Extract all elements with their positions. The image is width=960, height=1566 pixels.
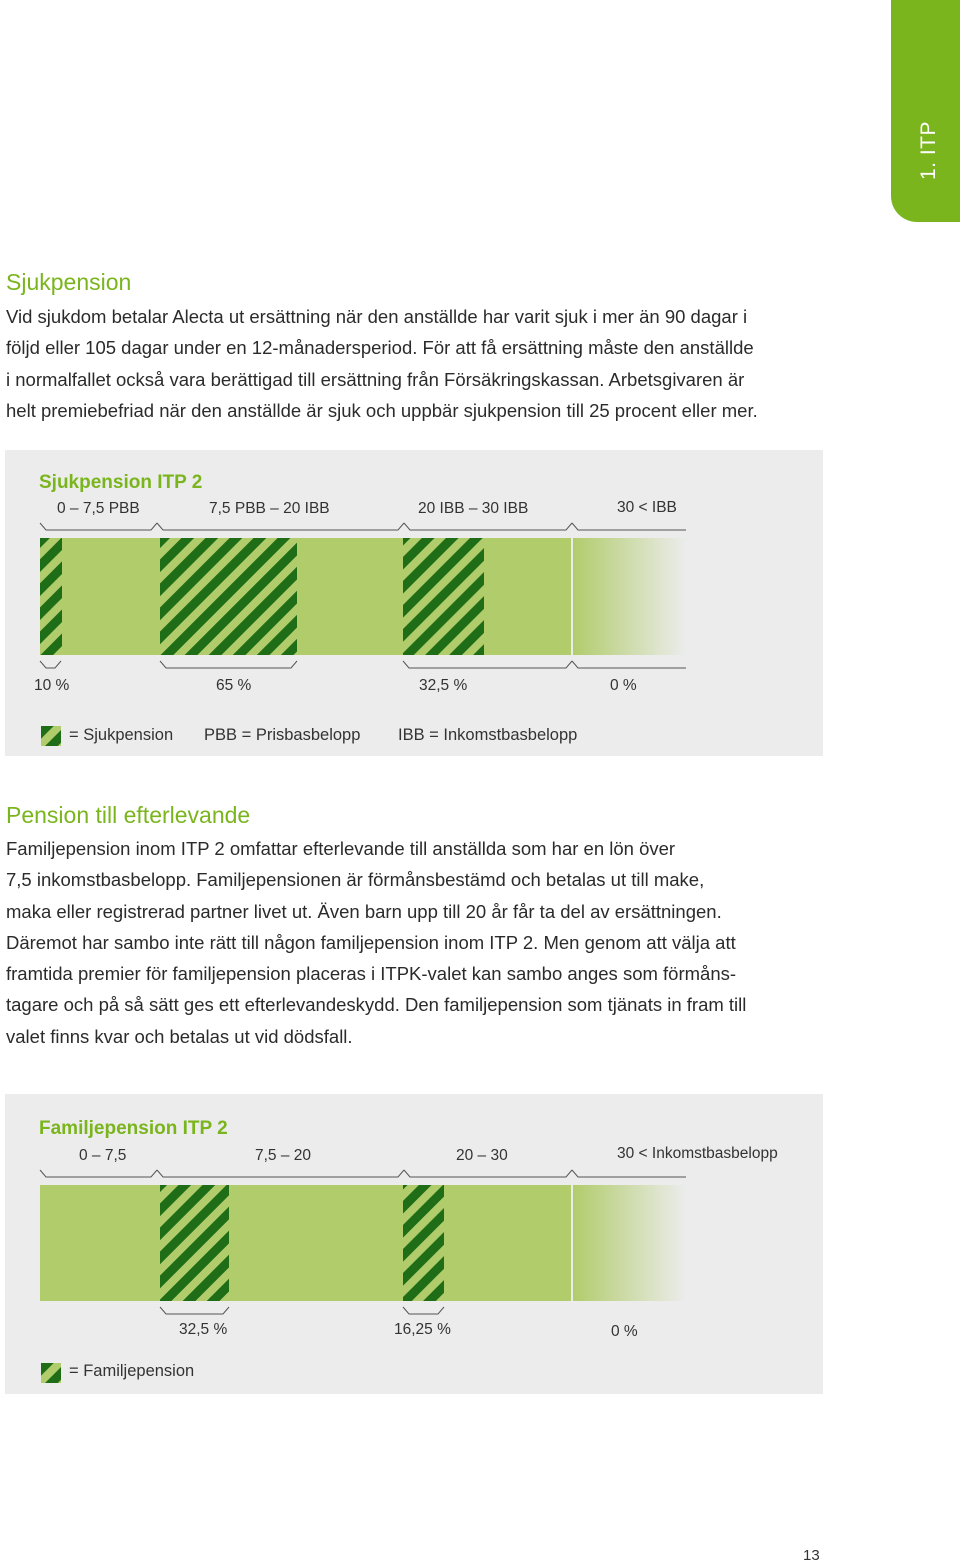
legend-swatch-icon (41, 726, 61, 746)
range-bracket (40, 1170, 157, 1177)
legend-swatch-icon (41, 1363, 61, 1383)
percent-bracket (160, 1307, 229, 1314)
text-line: Däremot har sambo inte rätt till någon familjepension inom ITP 2. Men genom att välja att (6, 931, 736, 953)
legend-sjukpension: = Sjukpension (69, 726, 174, 744)
range-label: 7,5 – 20 (255, 1147, 312, 1164)
bar-stripe-10 (40, 538, 62, 655)
range-bracket (404, 523, 572, 530)
page-number: 13 (803, 1547, 820, 1564)
text-line: 7,5 inkomstbasbelopp. Familjepensionen är förmånsbestämd och betalas ut till make, (6, 869, 705, 891)
text-line: Vid sjukdom betalar Alecta ut ersättning när den anställde har varit sjuk i mer än 90 dagar i (6, 306, 748, 327)
legend-familjepension: = Familjepension (69, 1362, 195, 1380)
legend-pbb: PBB = Prisbasbelopp (204, 726, 361, 744)
range-bracket (157, 523, 404, 530)
percent-bracket (572, 661, 686, 668)
percent-label: 65 % (216, 677, 252, 694)
percent-label: 10 % (34, 677, 70, 694)
legend-ibb: IBB = Inkomstbasbelopp (398, 726, 578, 744)
percent-label: 0 % (610, 677, 637, 694)
percent-label: 16,25 % (394, 1321, 451, 1338)
chart-title: Familjepension ITP 2 (39, 1118, 228, 1139)
text-line: helt premiebefriad när den anställde är sjuk och uppbär sjukpension till 25 procent eller mer. (6, 399, 758, 421)
range-label: 0 – 7,5 (79, 1147, 127, 1164)
range-bracket (404, 1170, 572, 1177)
chart-panel-sjukpension (5, 450, 823, 756)
range-label: 7,5 PBB – 20 IBB (209, 500, 330, 517)
section-title-sjukpension: Sjukpension (6, 269, 132, 295)
range-label: 20 IBB – 30 IBB (418, 500, 529, 517)
range-label: 20 – 30 (456, 1147, 508, 1164)
percent-label: 0 % (611, 1323, 638, 1340)
bar-fade (572, 538, 686, 655)
percent-bracket (160, 661, 297, 668)
bar-stripe-65 (160, 538, 297, 655)
range-label: 30 < IBB (617, 499, 677, 516)
range-label: 30 < Inkomstbasbelopp (617, 1145, 778, 1162)
text-line: följd eller 105 dagar under en 12-månadersperiod. För att få ersättning måste den anställde (6, 337, 754, 359)
range-bracket (40, 523, 157, 530)
section-title-efterlevande: Pension till efterlevande (6, 802, 251, 828)
bar-light (40, 538, 580, 655)
range-bracket (572, 1170, 686, 1177)
text-line: maka eller registrerad partner livet ut. Även barn upp till 20 år får ta del av ersättningen. (6, 900, 722, 922)
text-line: framtida premier för familjepension placeras i ITPK-valet kan sambo anges som förmåns- (6, 963, 737, 985)
text-line: tagare och på så sätt ges ett efterlevandeskydd. Den familjepension som tjänats in fram till (6, 994, 747, 1016)
percent-label: 32,5 % (179, 1321, 228, 1338)
percent-label: 32,5 % (419, 677, 468, 694)
section-body-sjukpension (6, 301, 836, 426)
chapter-tab-label: 1. ITP (917, 120, 940, 180)
text-line: Familjepension inom ITP 2 omfattar efterlevande till anställda som har en lön över (6, 838, 676, 859)
percent-bracket (40, 661, 61, 668)
chart-panel-familjepension (5, 1094, 823, 1394)
range-bracket (157, 1170, 404, 1177)
percent-bracket (403, 661, 572, 668)
bar-stripe-16-25 (403, 1185, 444, 1301)
range-label: 0 – 7,5 PBB (57, 500, 140, 517)
bar-stripe-32-5 (403, 538, 484, 655)
chart-graphic (5, 450, 823, 756)
bar-light (40, 1185, 580, 1301)
chart-graphic (5, 1094, 823, 1394)
bar-fade (572, 1185, 686, 1301)
text-line: i normalfallet också vara berättigad till ersättning från Försäkringskassan. Arbetsgivaren är (6, 368, 745, 390)
chart-title: Sjukpension ITP 2 (39, 472, 203, 493)
text-line: valet finns kvar och betalas ut vid dödsfall. (6, 1025, 353, 1047)
chapter-tab (891, 0, 960, 222)
percent-bracket (403, 1307, 444, 1314)
bar-stripe-32-5 (160, 1185, 229, 1301)
range-bracket (572, 523, 686, 530)
section-body-efterlevande (6, 833, 836, 1052)
